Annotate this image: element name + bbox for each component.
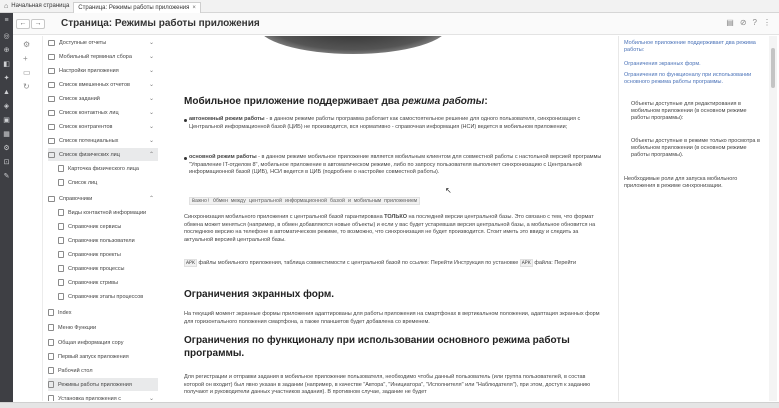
page-icon	[48, 381, 54, 388]
chevron-down-icon[interactable]: ⌄	[148, 110, 154, 116]
page-icon	[58, 209, 64, 216]
page-icon	[48, 339, 54, 346]
page-icon	[58, 279, 64, 286]
menu-icon[interactable]: ≡	[4, 17, 9, 24]
code-note: Важно! Обмен между центральной информационной базой и мобильным приложением	[189, 197, 420, 205]
chevron-down-icon[interactable]: ⌄	[148, 96, 154, 102]
sections-icon[interactable]: ◎	[3, 33, 10, 40]
tree-item[interactable]	[58, 290, 158, 303]
forward-button[interactable]: →	[31, 19, 45, 29]
back-button[interactable]: ←	[16, 19, 30, 29]
tree-item-label: Список контрагентов	[59, 123, 113, 130]
page-icon	[58, 165, 64, 172]
tree-item-label: Настройки приложения	[59, 67, 119, 74]
section-icon[interactable]: ▲	[3, 89, 10, 96]
tree-item-label: Список контактных лиц	[59, 109, 119, 116]
folder-icon	[48, 54, 55, 60]
heading-func: Ограничения по функционалу при использовании основного режима работы программы.	[184, 335, 570, 359]
table-of-contents	[618, 36, 768, 401]
folder-icon	[48, 196, 55, 202]
tree-item[interactable]	[48, 120, 158, 133]
tree-item[interactable]	[48, 92, 158, 105]
page-icon	[48, 395, 54, 401]
tree-item-label: Доступные отчеты	[59, 39, 107, 46]
bullet-text: - в данном режиме мобильное приложение является мобильным клиентом для совместной работы с настольной версией программы "Управление IT-отделом 8", мобильное приложение в автоматическом режиме, либо по запросу пользователя выполняет синхронизацию с Центральной информационной базой (ЦИБ), НСИ ведется в ЦИБ (подробнее о настройке совместной работы).	[189, 154, 602, 176]
tree-item[interactable]	[58, 220, 158, 233]
chevron-down-icon[interactable]: ⌄	[148, 68, 154, 74]
page-icon	[48, 324, 54, 331]
section-icon[interactable]: ◈	[3, 103, 10, 110]
folder-icon	[48, 40, 55, 46]
code-apk: APK	[521, 260, 531, 266]
tree-item[interactable]	[48, 350, 158, 363]
tree-item-label: Справочник сервисы	[68, 223, 122, 230]
page-icon	[58, 293, 64, 300]
tree-item-label: Index	[58, 309, 72, 316]
content-scrollbar[interactable]	[769, 36, 777, 401]
bullet-bold: основной режим работы	[189, 154, 257, 160]
tree-item[interactable]	[48, 36, 158, 49]
toc-item[interactable]: Объекты доступные для редактирования в мобильном приложении (в основном режиме работы программы):	[631, 101, 747, 121]
toc-item[interactable]: Необходимые роли для запуска мобильного приложения в режиме синхронизации.	[624, 176, 738, 189]
page-icon	[58, 179, 64, 186]
bullet-autonomous	[189, 116, 603, 131]
tree-item-label: Виды контактной информации	[68, 209, 147, 216]
section-icon[interactable]: ◧	[3, 61, 10, 68]
tree-item-label: Общая информация copy	[58, 339, 124, 346]
tree-item[interactable]	[48, 78, 158, 91]
section-icon[interactable]: ✦	[3, 75, 10, 82]
tree-item-label: Режимы работы приложения	[58, 381, 132, 388]
article-content	[163, 36, 618, 401]
section-icon[interactable]: ⊡	[3, 159, 10, 166]
paragraph-func: Для регистрации и отправки задания в мобильное приложение пользователя, необходимо чтобы данный пользователь (или группа пользователей, в состав которой он входит) был явно указан в задании (например, в качестве "Автора", "Инициатора", "Исполнителя" или "Наблюдателя"), при этом, доступ к заданию получают и руководители данных участников задания). В противном случае, задание не будет	[184, 374, 591, 396]
bullet-main	[189, 154, 603, 177]
section-icon[interactable]: ✎	[3, 173, 10, 180]
top-tab-bar	[0, 0, 779, 13]
section-icon[interactable]: ▦	[3, 131, 10, 138]
tree-item[interactable]	[58, 262, 158, 275]
paragraph-apk	[184, 260, 604, 268]
paragraph-screen: На текущий момент экранные формы приложения адаптированы для работы приложения на смартфонах в вертикальном положении, адаптация экранных форм для горизонтального положения смартфона, а также планшетов будет добавлена со временем.	[184, 311, 600, 325]
tree-item[interactable]	[48, 364, 158, 377]
tree-item-label: Первый запуск приложения	[58, 353, 129, 360]
chevron-down-icon[interactable]: ⌄	[148, 82, 154, 88]
folder-icon	[48, 82, 55, 88]
section-sidebar	[0, 13, 13, 403]
tree-item-label: Установка приложения с	[58, 395, 122, 401]
toc-link[interactable]: Ограничения экранных форм.	[624, 61, 701, 67]
p-bold: ТОЛЬКО	[384, 214, 407, 220]
tree-item-label: Справочник стривы	[68, 279, 119, 286]
document-tab[interactable]	[73, 2, 201, 13]
chevron-down-icon[interactable]: ⌄	[148, 138, 154, 144]
folder-icon	[48, 152, 55, 158]
bullet-text: - в данном режиме работы программа работает как самостоятельное решение для одного пользователя, синхронизация с Центральной информационной базой (ЦИБ) не производится, вся нормативно - справочная информация (НСИ) ведется в мобильном приложении;	[189, 116, 581, 130]
p-text: Синхронизация мобильного приложения с центральной базой гарантирована	[184, 214, 385, 220]
tree-item-label: Рабочий стол	[58, 367, 93, 374]
page-icon	[58, 265, 64, 272]
toc-item[interactable]: Объекты доступные в режиме только просмотра в мобильном приложении (в основном режиме работы программы).	[631, 138, 760, 158]
tree-item[interactable]	[48, 321, 158, 334]
section-icon[interactable]: ⚙	[3, 145, 10, 152]
page-icon	[48, 367, 54, 374]
tree-item[interactable]	[58, 276, 158, 289]
chevron-down-icon[interactable]: ⌄	[148, 54, 154, 60]
tree-item-label: Список заданий	[59, 95, 100, 102]
folder-icon[interactable]: ▭	[23, 68, 31, 77]
page-icon	[48, 353, 54, 360]
add-icon[interactable]: +	[23, 54, 28, 63]
tree-item[interactable]	[48, 64, 158, 77]
p-text[interactable]: файлы мобильного приложения, таблица совместимости с центральной базой по ссылке: Перейти Инструкция по установке	[197, 260, 520, 266]
p-link[interactable]: файла: Перейти	[532, 260, 577, 266]
tree-item-label: Список лиц	[68, 179, 98, 186]
page-icon	[58, 223, 64, 230]
folder-icon	[48, 96, 55, 102]
p-text: на последней версии центральной базы. Это связано с тем, что формат обмена может меняться (например, в обмен добавляются новые объекты) и если у вас будет устаревшая версия центральной базы, а мобильное обновится на последнюю версию на телефоне в автоматическом режиме, то возможно, что синхронизация не будет производится. Стоит иметь это ввиду и следить за актуальной версией центральной базы.	[184, 214, 596, 243]
home-icon: ⌂	[4, 2, 9, 10]
folder-icon	[48, 138, 55, 144]
heading-end: :	[484, 96, 488, 107]
home-tab[interactable]	[0, 0, 73, 13]
chevron-down-icon[interactable]: ⌄	[148, 396, 154, 401]
document-tab-label: Страница: Режимы работы приложения	[78, 4, 190, 11]
more-icon[interactable]: ⋮	[763, 18, 771, 27]
tree-item[interactable]	[48, 106, 158, 119]
page-icon	[48, 309, 54, 316]
status-bar	[0, 402, 779, 408]
tree-item[interactable]	[48, 148, 158, 161]
tree-item[interactable]	[58, 206, 158, 219]
tree-item-selected[interactable]	[48, 378, 158, 391]
section-icon[interactable]: ▣	[3, 117, 10, 124]
heading-text: Мобильное приложение поддерживает два	[184, 96, 403, 107]
link-icon[interactable]: ⊘	[739, 18, 747, 27]
heading-italic: режима работы	[402, 96, 485, 107]
tree-item[interactable]	[58, 176, 158, 189]
tree-item-label: Справочник этапы процессов	[68, 293, 144, 300]
tree-item-label: Справочники	[59, 195, 93, 202]
tree-item-label: Мобильный терминал сбора	[59, 53, 132, 60]
bullet-bold: автономный режим работы	[189, 116, 265, 122]
paragraph-sync	[184, 214, 604, 244]
tree-item[interactable]	[48, 392, 158, 401]
tree-item[interactable]	[48, 134, 158, 147]
settings-icon[interactable]: ⚙	[23, 40, 31, 49]
chevron-down-icon[interactable]: ⌄	[148, 40, 154, 46]
folder-icon	[48, 124, 55, 130]
heading-modes	[184, 96, 488, 107]
home-tab-label: Начальная страница	[11, 3, 70, 9]
tree-item[interactable]	[58, 162, 158, 175]
chevron-down-icon[interactable]: ⌄	[148, 124, 154, 130]
folder-icon	[48, 110, 55, 116]
tree-item[interactable]	[48, 50, 158, 63]
header-actions	[726, 18, 771, 27]
tree-item-label: Меню Функции	[58, 324, 97, 331]
phone-image	[258, 36, 448, 54]
navigation-tree	[44, 36, 162, 401]
page-title: Страница: Режимы работы приложения	[61, 18, 260, 29]
section-icon[interactable]: ⊕	[3, 47, 10, 54]
tree-item[interactable]	[48, 336, 158, 349]
tree-item-label: Справочник проекты	[68, 251, 121, 258]
tree-item-label: Справочник пользователи	[68, 237, 135, 244]
refresh-icon[interactable]: ↻	[23, 82, 30, 91]
page-header	[13, 13, 779, 35]
tree-item-label: Список физических лиц	[59, 151, 120, 158]
tree-item-label: Список потенциальных	[59, 137, 119, 144]
toc-link[interactable]: Ограничения по функционалу при использовании основного режима работы программы.	[624, 72, 752, 85]
toc-link[interactable]: Мобильное приложение поддерживает два режима работы:	[624, 40, 756, 53]
tree-item[interactable]	[58, 248, 158, 261]
scrollbar-thumb[interactable]	[771, 48, 775, 88]
heading-screen: Ограничения экранных форм.	[184, 289, 335, 300]
tree-item[interactable]	[48, 306, 158, 319]
tree-item[interactable]	[58, 234, 158, 247]
tree-item-label: Список вмешенных отчетов	[59, 81, 130, 88]
folder-icon	[48, 68, 55, 74]
tree-item-label: Карточка физического лица	[68, 165, 139, 172]
code-apk: APK	[186, 260, 196, 266]
mouse-cursor-icon: ↖	[445, 186, 452, 195]
page-icon	[58, 237, 64, 244]
page-icon	[58, 251, 64, 258]
close-icon[interactable]: ×	[192, 4, 196, 11]
print-icon[interactable]: ▤	[726, 18, 734, 27]
chevron-up-icon[interactable]: ⌃	[148, 152, 154, 158]
tree-item-label: Справочник процессы	[68, 265, 125, 272]
help-icon[interactable]: ?	[752, 18, 757, 27]
tree-item[interactable]	[48, 192, 158, 205]
tree-toolbar	[13, 36, 43, 401]
chevron-up-icon[interactable]: ⌃	[148, 196, 154, 202]
